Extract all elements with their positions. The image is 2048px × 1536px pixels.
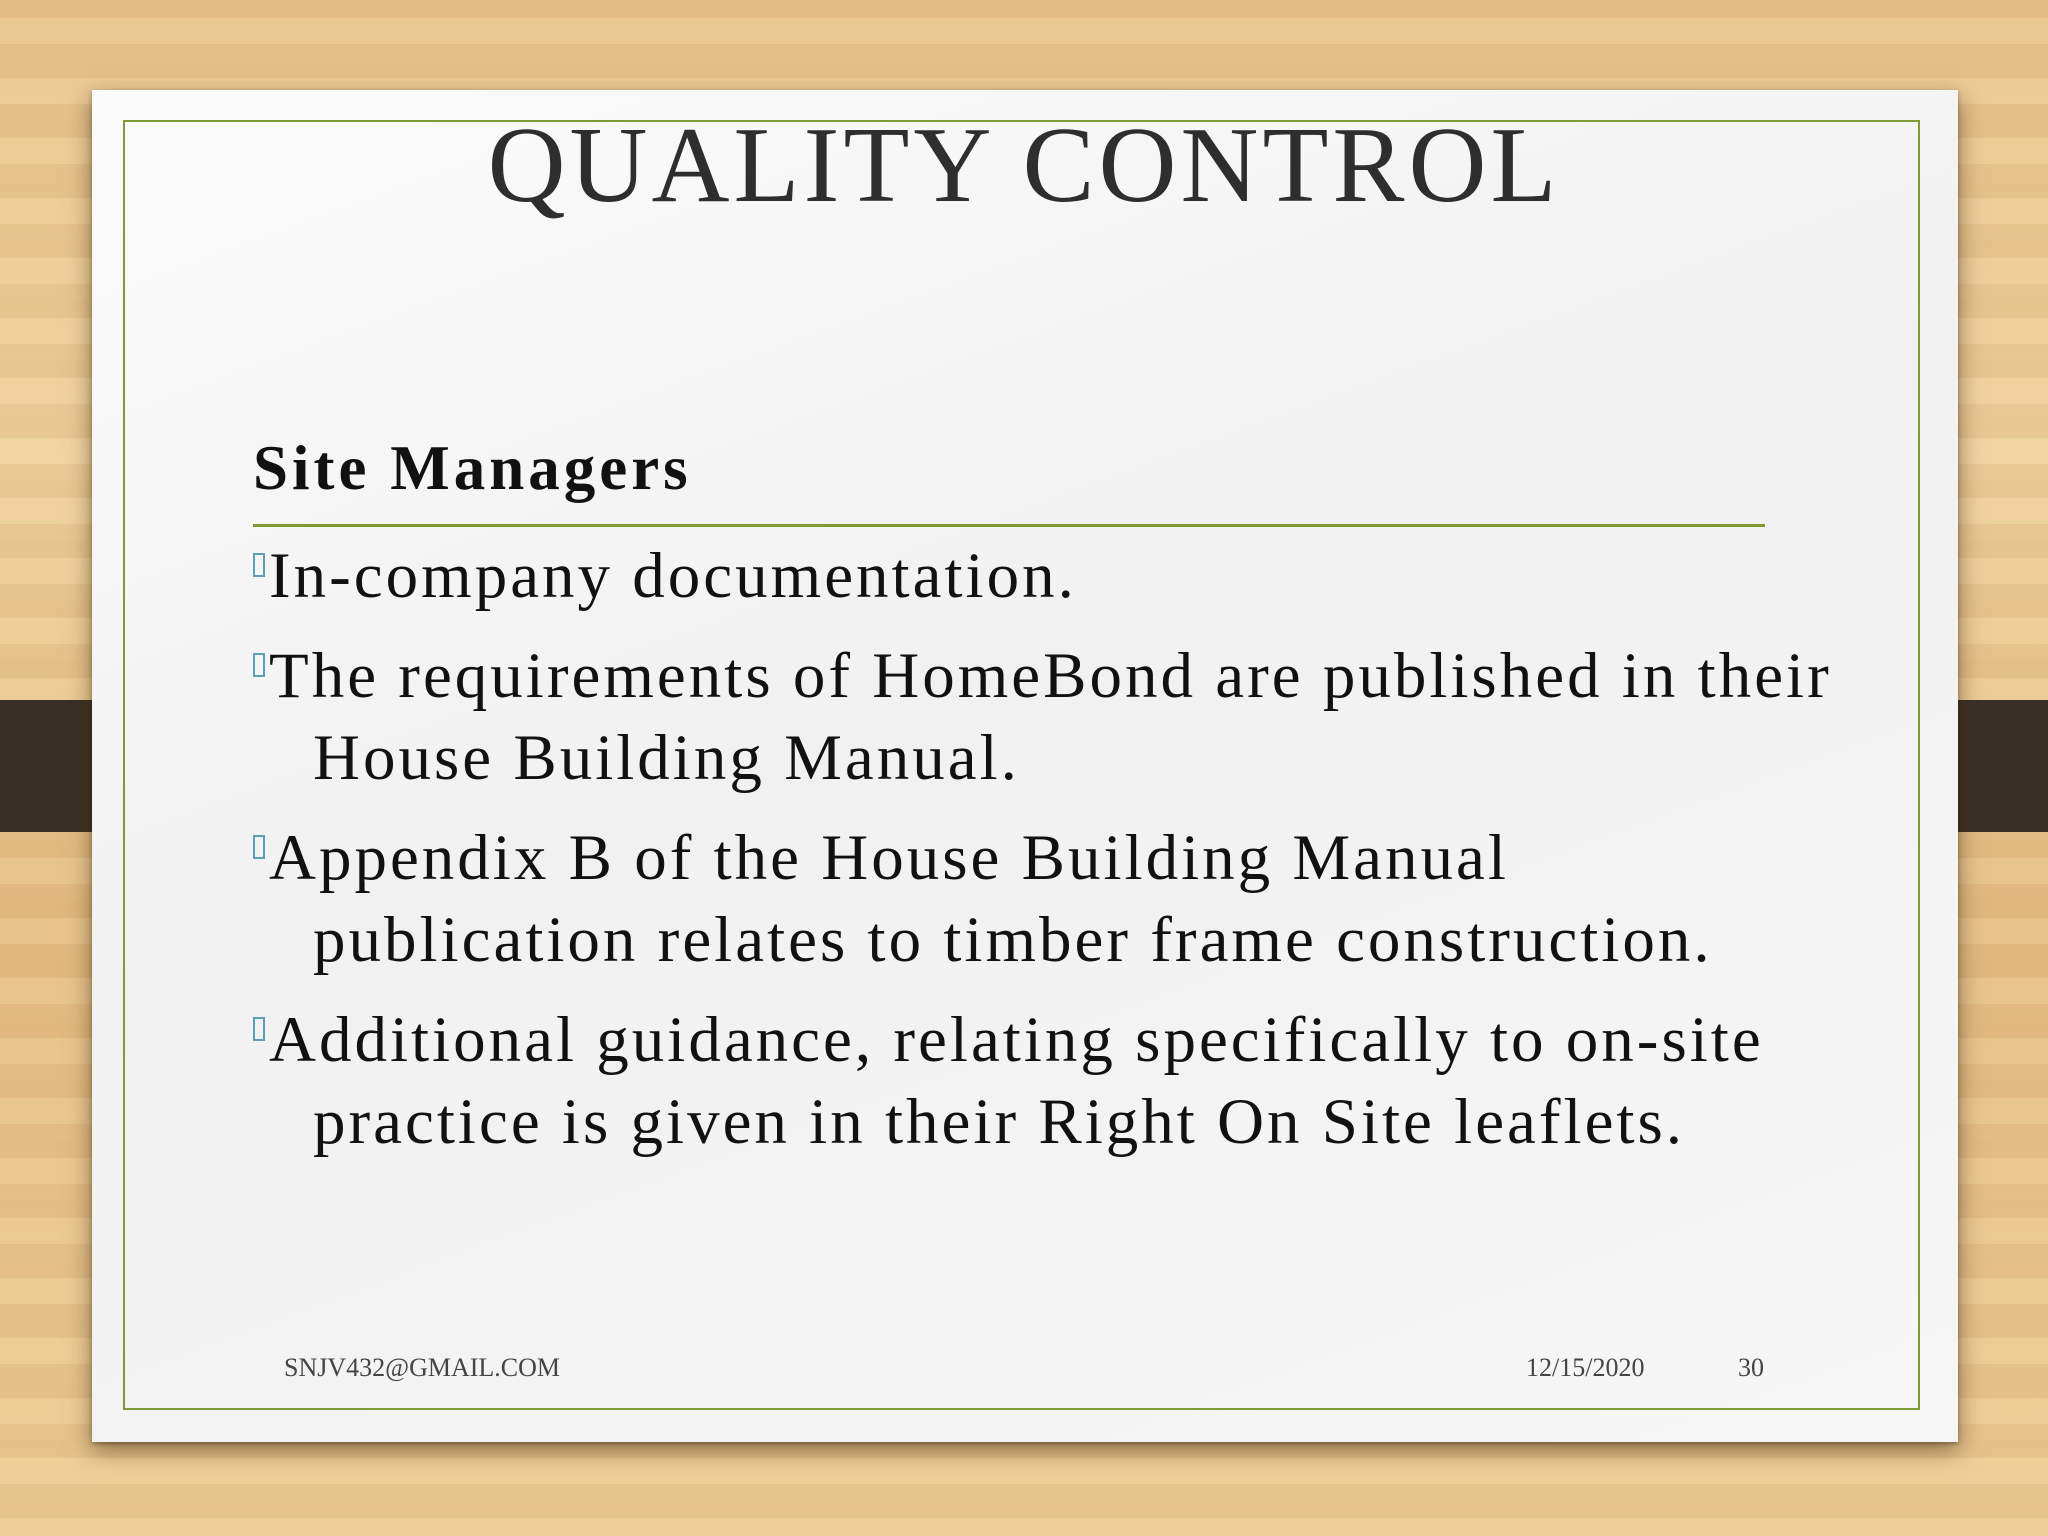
footer-email: SNJV432@GMAIL.COM	[284, 1353, 561, 1382]
small-box-bullet-icon	[253, 653, 265, 677]
page-number: 30	[1738, 1353, 1764, 1382]
bullet-text: Appendix B of the House Building Manual publication relates to timber frame construction.	[269, 822, 1713, 976]
bullet-text: In-company documentation.	[269, 540, 1077, 612]
bullet-text: Additional guidance, relating specifically to on-site practice is given in their Right On Site leaflets.	[269, 1004, 1764, 1158]
slide-title: QUALITY CONTROL	[487, 106, 1561, 225]
bullet-text: The requirements of HomeBond are published in their House Building Manual.	[269, 640, 1832, 794]
bullet-list	[253, 535, 1853, 1181]
list-item	[253, 535, 1853, 617]
section-heading: Site Managers	[253, 433, 692, 503]
list-item	[253, 635, 1853, 799]
list-item	[253, 817, 1853, 981]
small-box-bullet-icon	[253, 553, 265, 577]
list-item	[253, 999, 1853, 1163]
small-box-bullet-icon	[253, 1017, 265, 1041]
small-box-bullet-icon	[253, 835, 265, 859]
heading-underline	[253, 524, 1765, 527]
footer-date: 12/15/2020	[1526, 1353, 1645, 1382]
